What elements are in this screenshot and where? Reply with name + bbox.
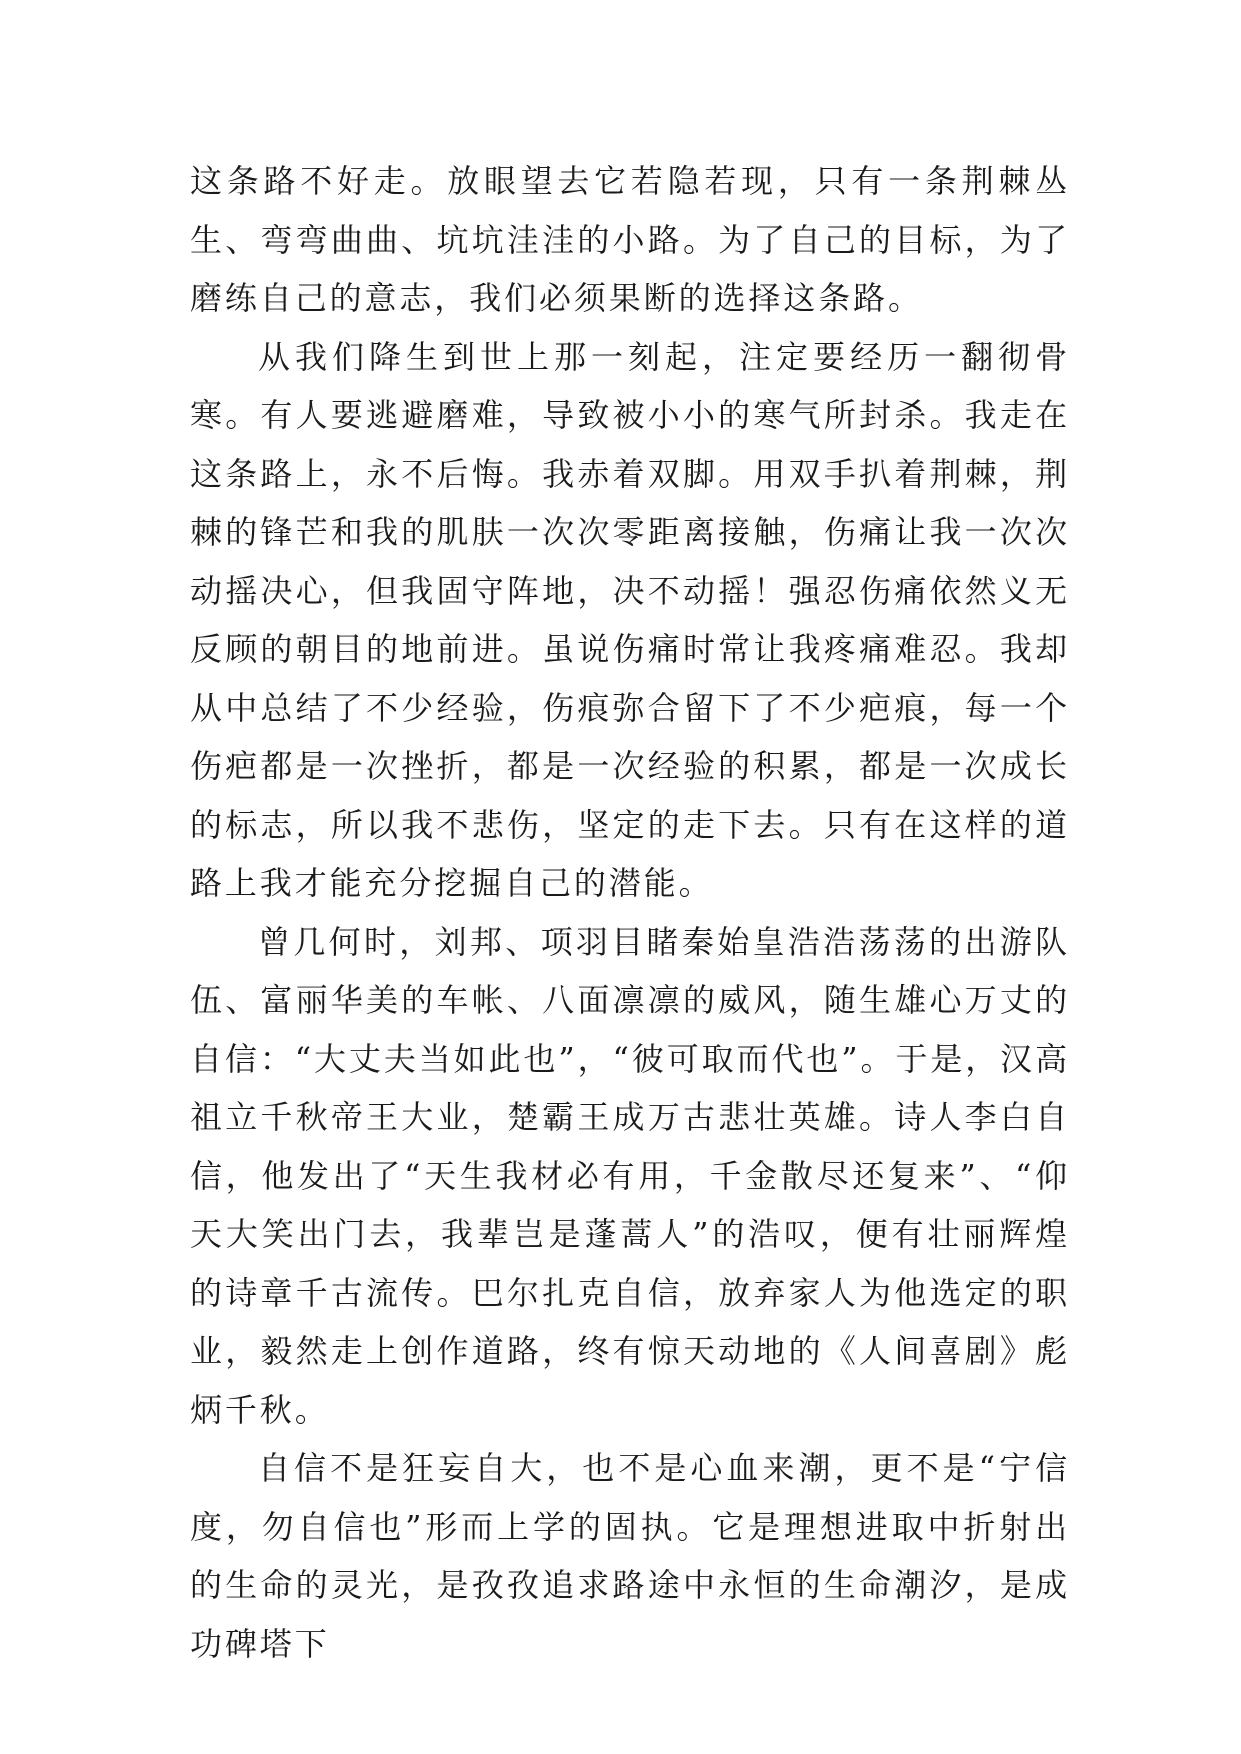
paragraph-4: 自信不是狂妄自大，也不是心血来潮，更不是“宁信度，勿自信也”形而上学的固执。它是理想进取中折射出的生命的灵光，是孜孜追求路途中永恒的生命潮汐，是成功碑塔下 <box>190 1449 1070 1663</box>
paragraph-1: 这条路不好走。放眼望去它若隐若现，只有一条荆棘丛生、弯弯曲曲、坑坑洼洼的小路。为了自己的目标，为了磨练自己的意志，我们必须果断的选择这条路。 <box>190 162 1070 317</box>
paragraph-3: 曾几何时，刘邦、项羽目睹秦始皇浩浩荡荡的出游队伍、富丽华美的车帐、八面凛凛的威风，随生雄心万丈的自信：“大丈夫当如此也”，“彼可取而代也”。于是，汉高祖立千秋帝王大业，楚霸王成万古悲壮英雄。诗人李白自信，他发出了“天生我材必有用，千金散尽还复来”、“仰天大笑出门去，我辈岂是蓬蒿人”的浩叹，便有壮丽辉煌的诗章千古流传。巴尔扎克自信，放弃家人为他选定的职业，毅然走上创作道路，终有惊天动地的《人间喜剧》彪炳千秋。 <box>190 922 1070 1429</box>
paragraph-2: 从我们降生到世上那一刻起，注定要经历一翻彻骨寒。有人要逃避磨难，导致被小小的寒气所封杀。我走在这条路上，永不后悔。我赤着双脚。用双手扒着荆棘，荆棘的锋芒和我的肌肤一次次零距离接触，伤痛让我一次次动摇决心，但我固守阵地，决不动摇！强忍伤痛依然义无反顾的朝目的地前进。虽说伤痛时常让我疼痛难忍。我却从中总结了不少经验，伤痕弥合留下了不少疤痕，每一个伤疤都是一次挫折，都是一次经验的积累，都是一次成长的标志，所以我不悲伤，坚定的走下去。只有在这样的道路上我才能充分挖掘自己的潜能。 <box>190 337 1070 902</box>
body-text <box>190 152 1070 1673</box>
